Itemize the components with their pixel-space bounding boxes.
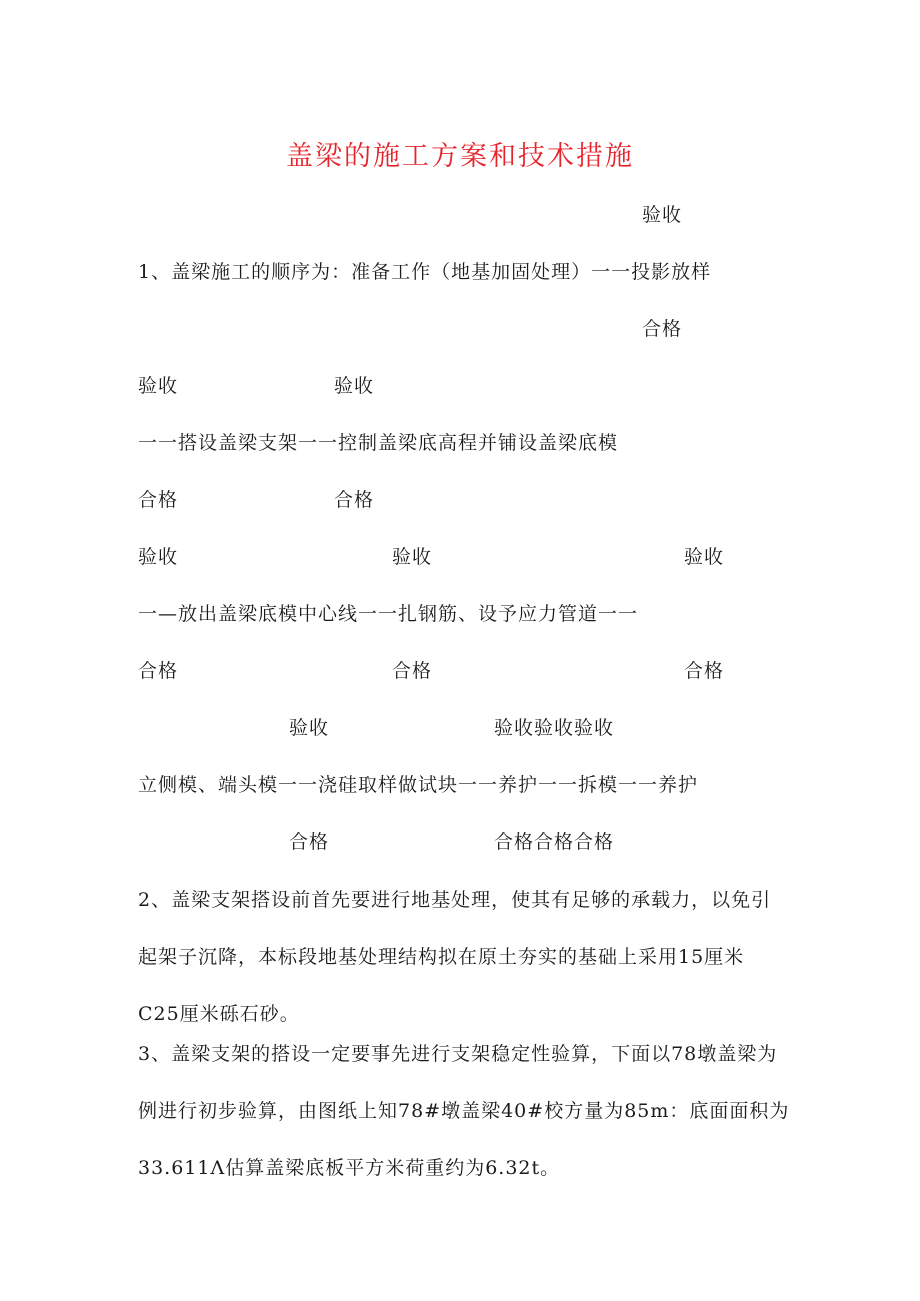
paragraph-line: 例进行初步验算，由图纸上知78#墩盖梁40#校方量为85m：底面面积为 <box>138 1100 790 1122</box>
paragraph-line: C25厘米砾石砂。 <box>138 1003 300 1025</box>
flow-check-label: 验收 <box>138 375 179 397</box>
flow-check-label: 验收 <box>392 546 433 568</box>
flow-pass-label: 合格 <box>392 660 433 682</box>
paragraph-foundation <box>138 877 788 1048</box>
paragraph-stability-check <box>138 1031 788 1202</box>
flow-check-label: 验收 <box>138 546 179 568</box>
flow-pass-label: 合格合格合格 <box>494 831 615 853</box>
flow-step-line: 一—放出盖梁底模中心线一一扎钢筋、设予应力管道一一 <box>138 603 639 625</box>
flow-pass-label: 合格 <box>642 318 683 340</box>
flow-step-line: 1、盖梁施工的顺序为：准备工作（地基加固处理）一一投影放样 <box>138 261 712 283</box>
document-title: 盖梁的施工方案和技术措施 <box>286 141 634 172</box>
flow-check-label: 验收验收验收 <box>494 717 615 739</box>
paragraph-line: 2、盖梁支架搭设前首先要进行地基处理，使其有足够的承载力，以免引 <box>138 889 772 911</box>
flow-step-line: 一一搭设盖梁支架一一控制盖梁底高程并铺设盖梁底模 <box>138 432 619 454</box>
flow-pass-label: 合格 <box>138 489 179 511</box>
paragraph-line: 3、盖梁支架的搭设一定要事先进行支架稳定性验算，下面以78墩盖梁为 <box>138 1043 778 1065</box>
flow-check-label: 验收 <box>334 375 375 397</box>
flow-pass-label: 合格 <box>684 660 725 682</box>
flow-check-label: 验收 <box>642 204 683 226</box>
flow-check-label: 验收 <box>684 546 725 568</box>
flow-pass-label: 合格 <box>138 660 179 682</box>
flow-pass-label: 合格 <box>334 489 375 511</box>
flow-pass-label: 合格 <box>289 831 330 853</box>
paragraph-line: 起架子沉降，本标段地基处理结构拟在原土夯实的基础上采用15厘米 <box>138 946 745 968</box>
paragraph-line: 33.611Λ估算盖梁底板平方米荷重约为6.32t。 <box>138 1157 561 1179</box>
flow-step-line: 立侧模、端头模一一浇硅取样做试块一一养护一一拆模一一养护 <box>138 774 699 796</box>
flow-check-label: 验收 <box>289 717 330 739</box>
